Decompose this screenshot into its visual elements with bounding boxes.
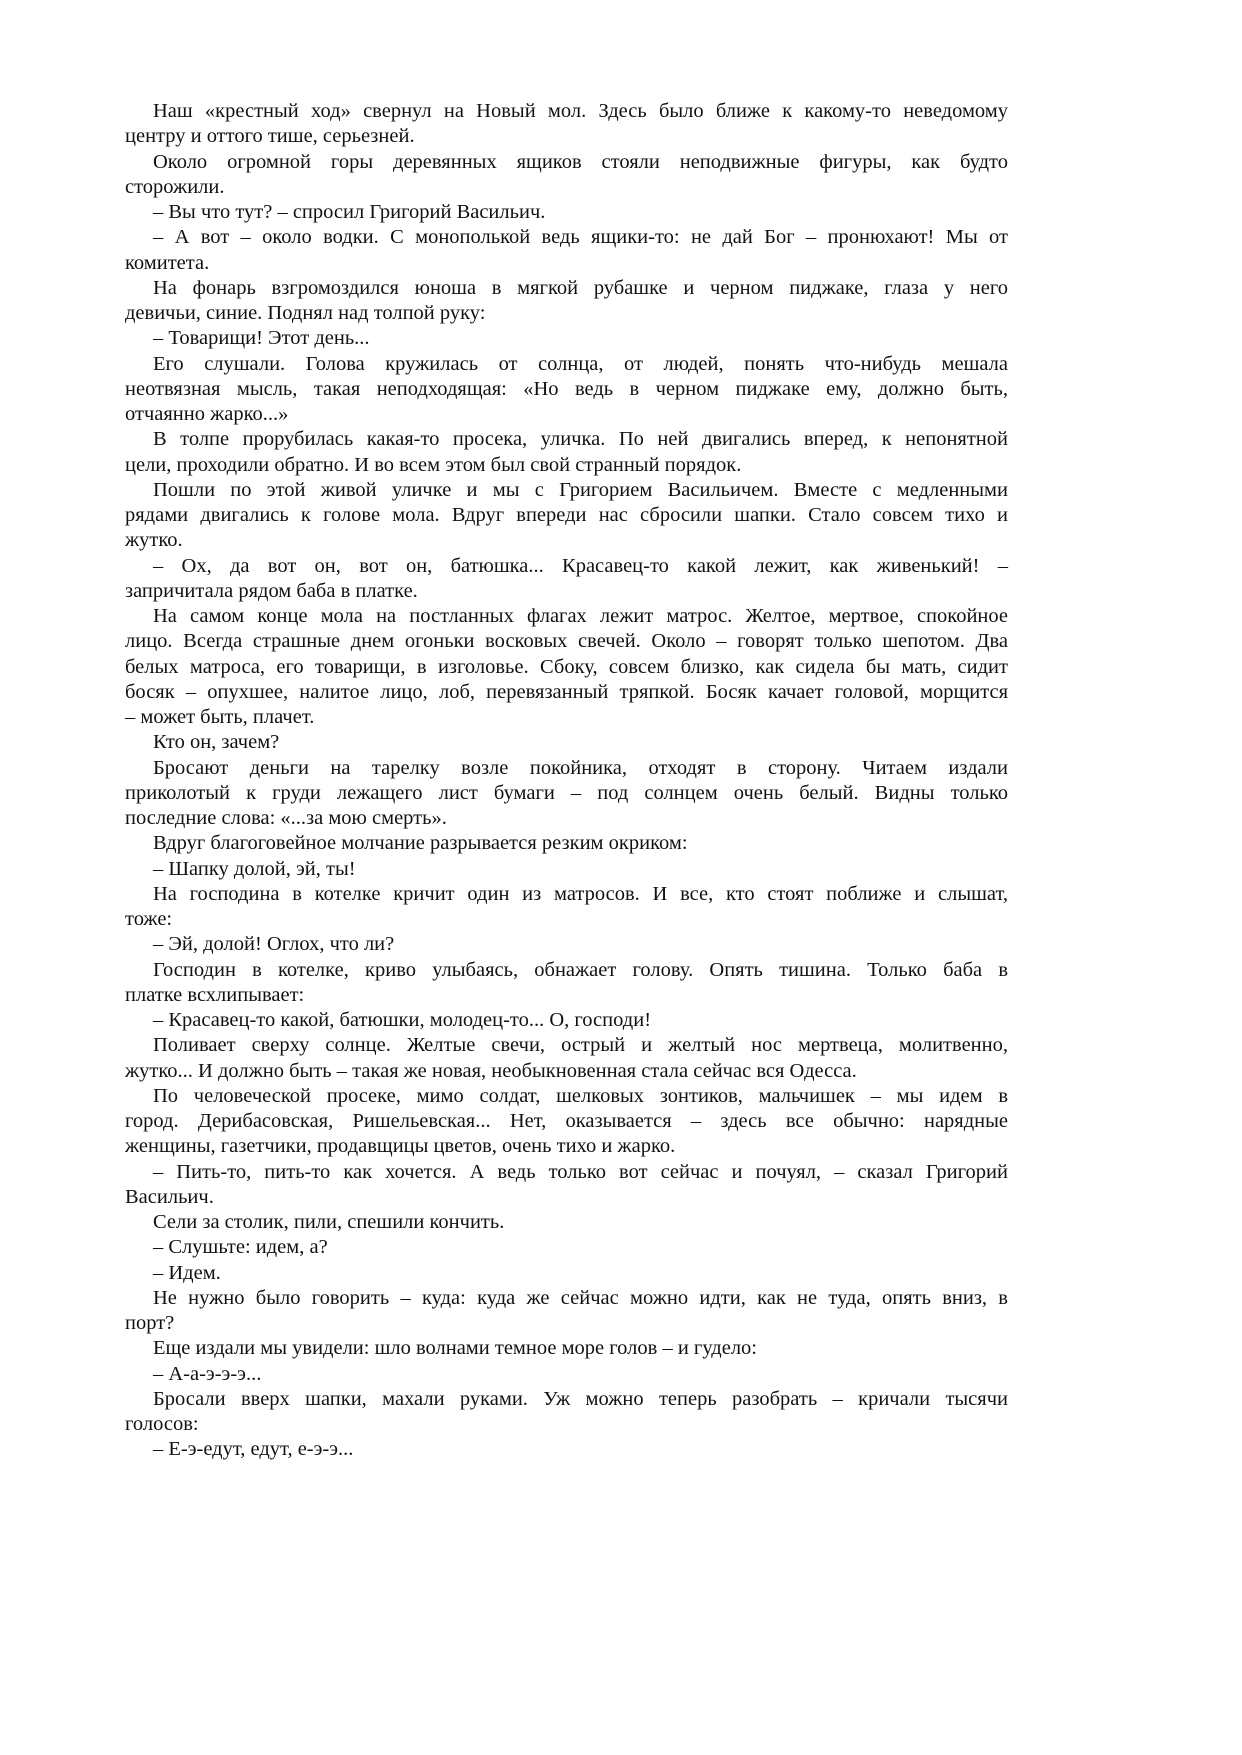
text-line: – Вы что тут? – спросил Григорий Васильич. [153,201,546,223]
text-line: – может быть, плачет. [125,706,315,728]
paragraph [125,326,1008,351]
text-line: На самом конце мола на постланных флагах лежит матрос. Желтое, мертвое, спокойное [153,605,1008,627]
text-line: Наш «крестный ход» свернул на Новый мол. Здесь было ближе к какому-то неведомому [153,100,1008,122]
paragraph [125,1387,1008,1438]
paragraph [125,427,1008,478]
text-line: – Пить-то, пить-то как хочется. А ведь только вот сейчас и почуял, – сказал Григорий [153,1160,1008,1183]
text-line: Пошли по этой живой уличке и мы с Григорием Васильичем. Вместе с медленными [153,478,1008,501]
text-line: – Е-э-едут, едут, е-э-э... [153,1438,354,1461]
paragraph [125,200,1008,225]
text-line: Бросали вверх шапки, махали руками. Уж можно теперь разобрать – кричали тысячи [153,1387,1008,1410]
paragraph [125,1362,1008,1387]
text-line: комитета. [125,251,210,274]
text-line: Кто он, зачем? [153,731,280,754]
paragraph [125,1008,1008,1033]
text-line: В толпе прорубилась какая-то просека, уличка. По ней двигались вперед, к непонятной [153,428,1008,451]
text-line: жутко... И должно быть – такая же новая, необыкновенная стала сейчас вся Одесса. [125,1059,857,1082]
text-line: цели, проходили обратно. И во всем этом был свой странный порядок. [125,453,742,476]
text-line: голосов: [125,1413,199,1435]
text-line: неотвязная мысль, такая неподходящая: «Но ведь в черном пиджаке ему, должно быть, [125,377,1008,400]
text-line: босяк – опухшее, налитое лицо, лоб, перевязанный тряпкой. Босяк качает головой, морщится [125,680,1008,703]
text-line: – Товарищи! Этот день... [153,327,370,350]
text-line: последние слова: «...за мою смерть». [125,807,447,829]
text-line: – А-а-э-э-э... [153,1362,262,1385]
text-line: Вдруг благоговейное молчание разрывается резким окриком: [153,832,688,855]
text-line: рядами двигались к голове мола. Вдруг впереди нас сбросили шапки. Стало совсем тихо и [125,504,1008,526]
paragraph [125,225,1008,276]
text-line: Его слушали. Голова кружилась от солнца, от людей, понять что-нибудь мешала [153,352,1008,375]
paragraph [125,352,1008,428]
text-line: Бросают деньги на тарелку возле покойника, отходят в сторону. Читаем издали [153,756,1008,779]
paragraph [125,1261,1008,1286]
paragraph [125,1336,1008,1361]
text-line: Господин в котелке, криво улыбаясь, обнажает голову. Опять тишина. Только баба в [153,958,1008,981]
text-line: девичьи, синие. Поднял над толпой руку: [125,302,486,324]
paragraph [125,730,1008,755]
text-line: Еще издали мы увидели: шло волнами темное море голов – и гудело: [153,1337,757,1360]
text-line: Поливает сверху солнце. Желтые свечи, острый и желтый нос мертвеца, молитвенно, [153,1034,1008,1057]
paragraph [125,756,1008,832]
paragraph [125,1235,1008,1260]
paragraph [125,150,1008,201]
paragraph [125,478,1008,554]
paragraph [125,1033,1008,1084]
text-line: центру и оттого тише, серьезней. [125,125,415,148]
text-line: город. Дерибасовская, Ришельевская... Нет, оказывается – здесь все обычно: нарядные [125,1110,1008,1132]
text-line: – А вот – около водки. С монополькой ведь ящики-то: не дай Бог – пронюхают! Мы от [153,226,1008,249]
paragraph [125,932,1008,957]
text-line: Васильич. [125,1185,214,1208]
paragraph [125,99,1008,150]
paragraph [125,1160,1008,1211]
text-line: жутко. [125,529,183,552]
text-line: женщины, газетчики, продавщицы цветов, очень тихо и жарко. [125,1135,676,1158]
paragraph [125,831,1008,856]
text-line: отчаянно жарко...» [125,403,289,425]
text-line: – Идем. [153,1261,221,1284]
text-line: По человеческой просеке, мимо солдат, шелковых зонтиков, мальчишек – мы идем в [153,1084,1008,1107]
text-line: – Шапку долой, эй, ты! [153,857,356,880]
paragraph [125,857,1008,882]
paragraph [125,1084,1008,1160]
text-line: – Слушьте: идем, а? [153,1236,328,1259]
text-line: тоже: [125,908,173,930]
text-line: Не нужно было говорить – куда: куда же сейчас можно идти, как не туда, опять вниз, в [153,1286,1008,1309]
text-line: На фонарь взгромоздился юноша в мягкой рубашке и черном пиджаке, глаза у него [153,276,1008,299]
paragraph [125,554,1008,605]
paragraph [125,604,1008,730]
text-line: Сели за столик, пили, спешили кончить. [153,1211,505,1233]
text-line: запричитала рядом баба в платке. [125,579,418,602]
text-line: Около огромной горы деревянных ящиков стояли неподвижные фигуры, как будто [153,150,1008,173]
text-line: порт? [125,1312,175,1334]
paragraph [125,1437,1008,1462]
document-page [125,99,1008,1463]
text-line: приколотый к груди лежащего лист бумаги – под солнцем очень белый. Видны только [125,781,1008,804]
text-line: – Красавец-то какой, батюшки, молодец-то... О, господи! [153,1009,652,1031]
paragraph [125,1286,1008,1337]
paragraph [125,958,1008,1009]
text-line: – Эй, долой! Оглох, что ли? [153,933,395,956]
text-line: На господина в котелке кричит один из матросов. И все, кто стоят поближе и слышат, [153,882,1008,905]
text-line: лицо. Всегда страшные днем огоньки восковых свечей. Около – говорят только шепотом. Два [125,630,1008,653]
text-line: – Ох, да вот он, вот он, батюшка... Красавец-то какой лежит, как живенький! – [153,554,1008,577]
paragraph [125,276,1008,327]
text-line: сторожили. [125,175,225,198]
text-line: платке всхлипывает: [125,983,305,1006]
text-line: белых матроса, его товарищи, в изголовье. Сбоку, совсем близко, как сидела бы мать, сидит [125,655,1008,678]
paragraph [125,882,1008,933]
paragraph [125,1210,1008,1235]
